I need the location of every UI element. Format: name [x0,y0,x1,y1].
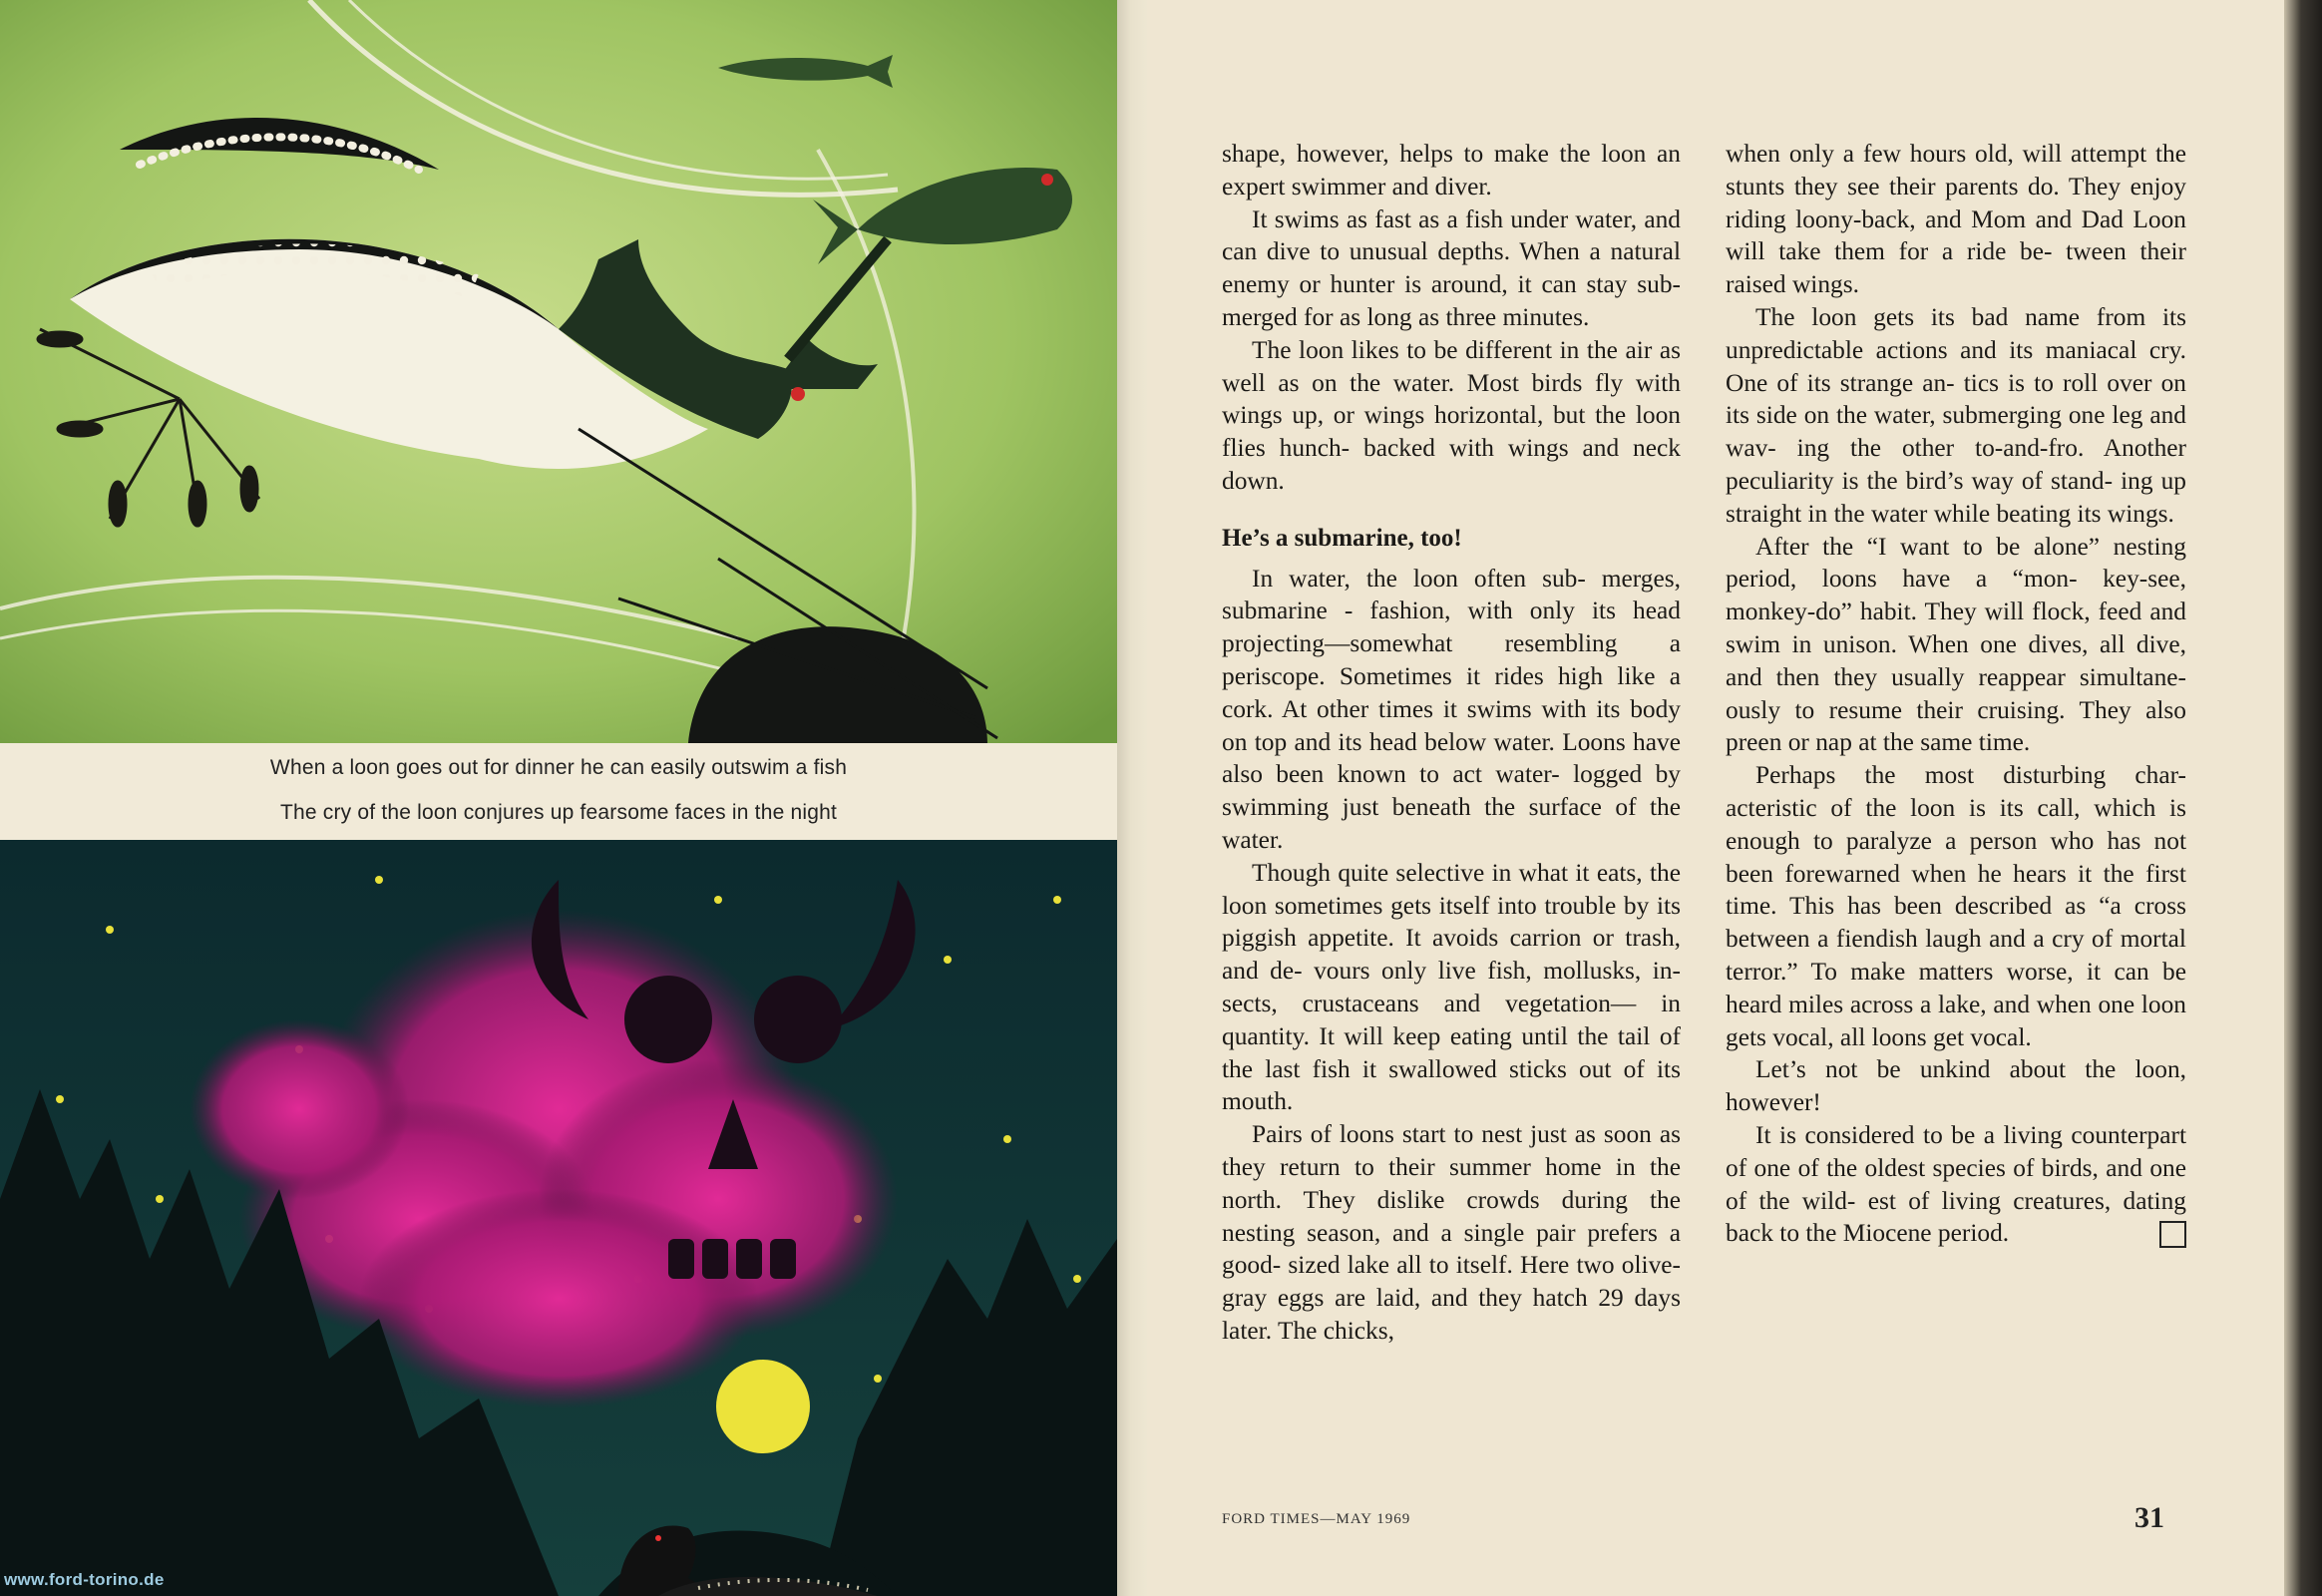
paragraph: Pairs of loons start to nest just as soon as they return to their summer home in the north. They dislike crowds during the nesting season, and a single pair prefers a good- sized lake all to itself. Here two olive-gray eggs are laid, and they hatch 29 days later. The chicks, [1222,1120,1681,1345]
paragraph: when only a few hours old, will attempt the stunts they see their parents do. They enjoy riding loony-back, and Mom and Dad Loon will take them for a ride be- tween their raised wings. [1726,140,2186,299]
article-column-2 [1726,138,2186,1250]
left-page [0,0,1117,1596]
paragraph: The loon gets its bad name from its unpredictable actions and its maniacal cry. One of its strange an- tics is to roll over on its side on the water, submerging one leg and wav- ing the other to-and-fro. Another peculiarity is the bird’s way of stand- ing up straight in the water while beating its wings. [1726,302,2186,528]
illustration-caption-bottom: The cry of the loon conjures up fearsome faces in the night [279,801,838,824]
night-skull-illustration [0,840,1117,1596]
paragraph: It swims as fast as a fish under water, and can dive to unusual depths. When a natural enemy or hunter is around, it can stay sub- merged for as long as three minutes. [1222,204,1681,331]
illustration-caption-top: When a loon goes out for dinner he can easily outswim a fish [269,756,848,779]
paragraph: Though quite selective in what it eats, the loon sometimes gets itself into trouble by its piggish appetite. It avoids carrion or trash, and de- vours only live fish, mollusks, in- sects, crustaceans and vegetation— in quantity. It will keep eating until the tail of the last fish it swallowed sticks out of its mouth. [1222,858,1681,1116]
magazine-footer: FORD TIMES—MAY 1969 [1222,1511,1411,1527]
end-mark-icon [2159,1221,2186,1248]
section-heading: He’s a submarine, too! [1222,524,1462,552]
paragraph-text: It is considered to be a living counterpart of one of the oldest species of birds, and one of the wild- est of living creatures, dating back to the Miocene period. [1726,1120,2186,1248]
page-edge-shadow [2284,0,2322,1596]
page-number: 31 [2134,1501,2164,1534]
paragraph: In water, the loon often sub- merges, submarine - fashion, with only its head projecting—somewhat resembling a periscope. Sometimes it rides high like a cork. At other times it swims with its body on top and its head below water. Loons have also been known to act water- logged by swimming just beneath the surface of the water. [1222,564,1681,854]
paragraph: shape, however, helps to make the loon an expert swimmer and diver. [1222,140,1681,200]
paragraph: The loon likes to be different in the air as well as on the water. Most birds fly with wings up, or wings horizontal, but the loon flies hunch- backed with wings and neck down. [1222,335,1681,495]
paragraph: After the “I want to be alone” nesting period, loons have a “mon- key-see, monkey-do” habit. They will flock, feed and swim in unison. When one dives, all dive, and then they usually reappear simultane- ously to resume their cruising. They also preen or nap at the same time. [1726,532,2186,757]
loon-fish-illustration [0,0,1117,743]
page-gutter [1117,0,1151,1596]
watermark-text: www.ford-torino.de [4,1570,165,1589]
paragraph-last [1726,1119,2186,1250]
article-column-1 [1222,138,1681,1348]
right-page [1147,0,2284,1596]
paragraph: Perhaps the most disturbing char- acteristic of the loon is its call, which is enough to paralyze a person who has not been forewarned when he hears it the first time. This has been described as “a cross between a fiendish laugh and a cry of mortal terror.” To make matters worse, it can be heard miles across a lake, and when one loon gets vocal, all loons get vocal. [1726,761,2186,1051]
paragraph: Let’s not be unkind about the loon, however! [1726,1055,2186,1117]
